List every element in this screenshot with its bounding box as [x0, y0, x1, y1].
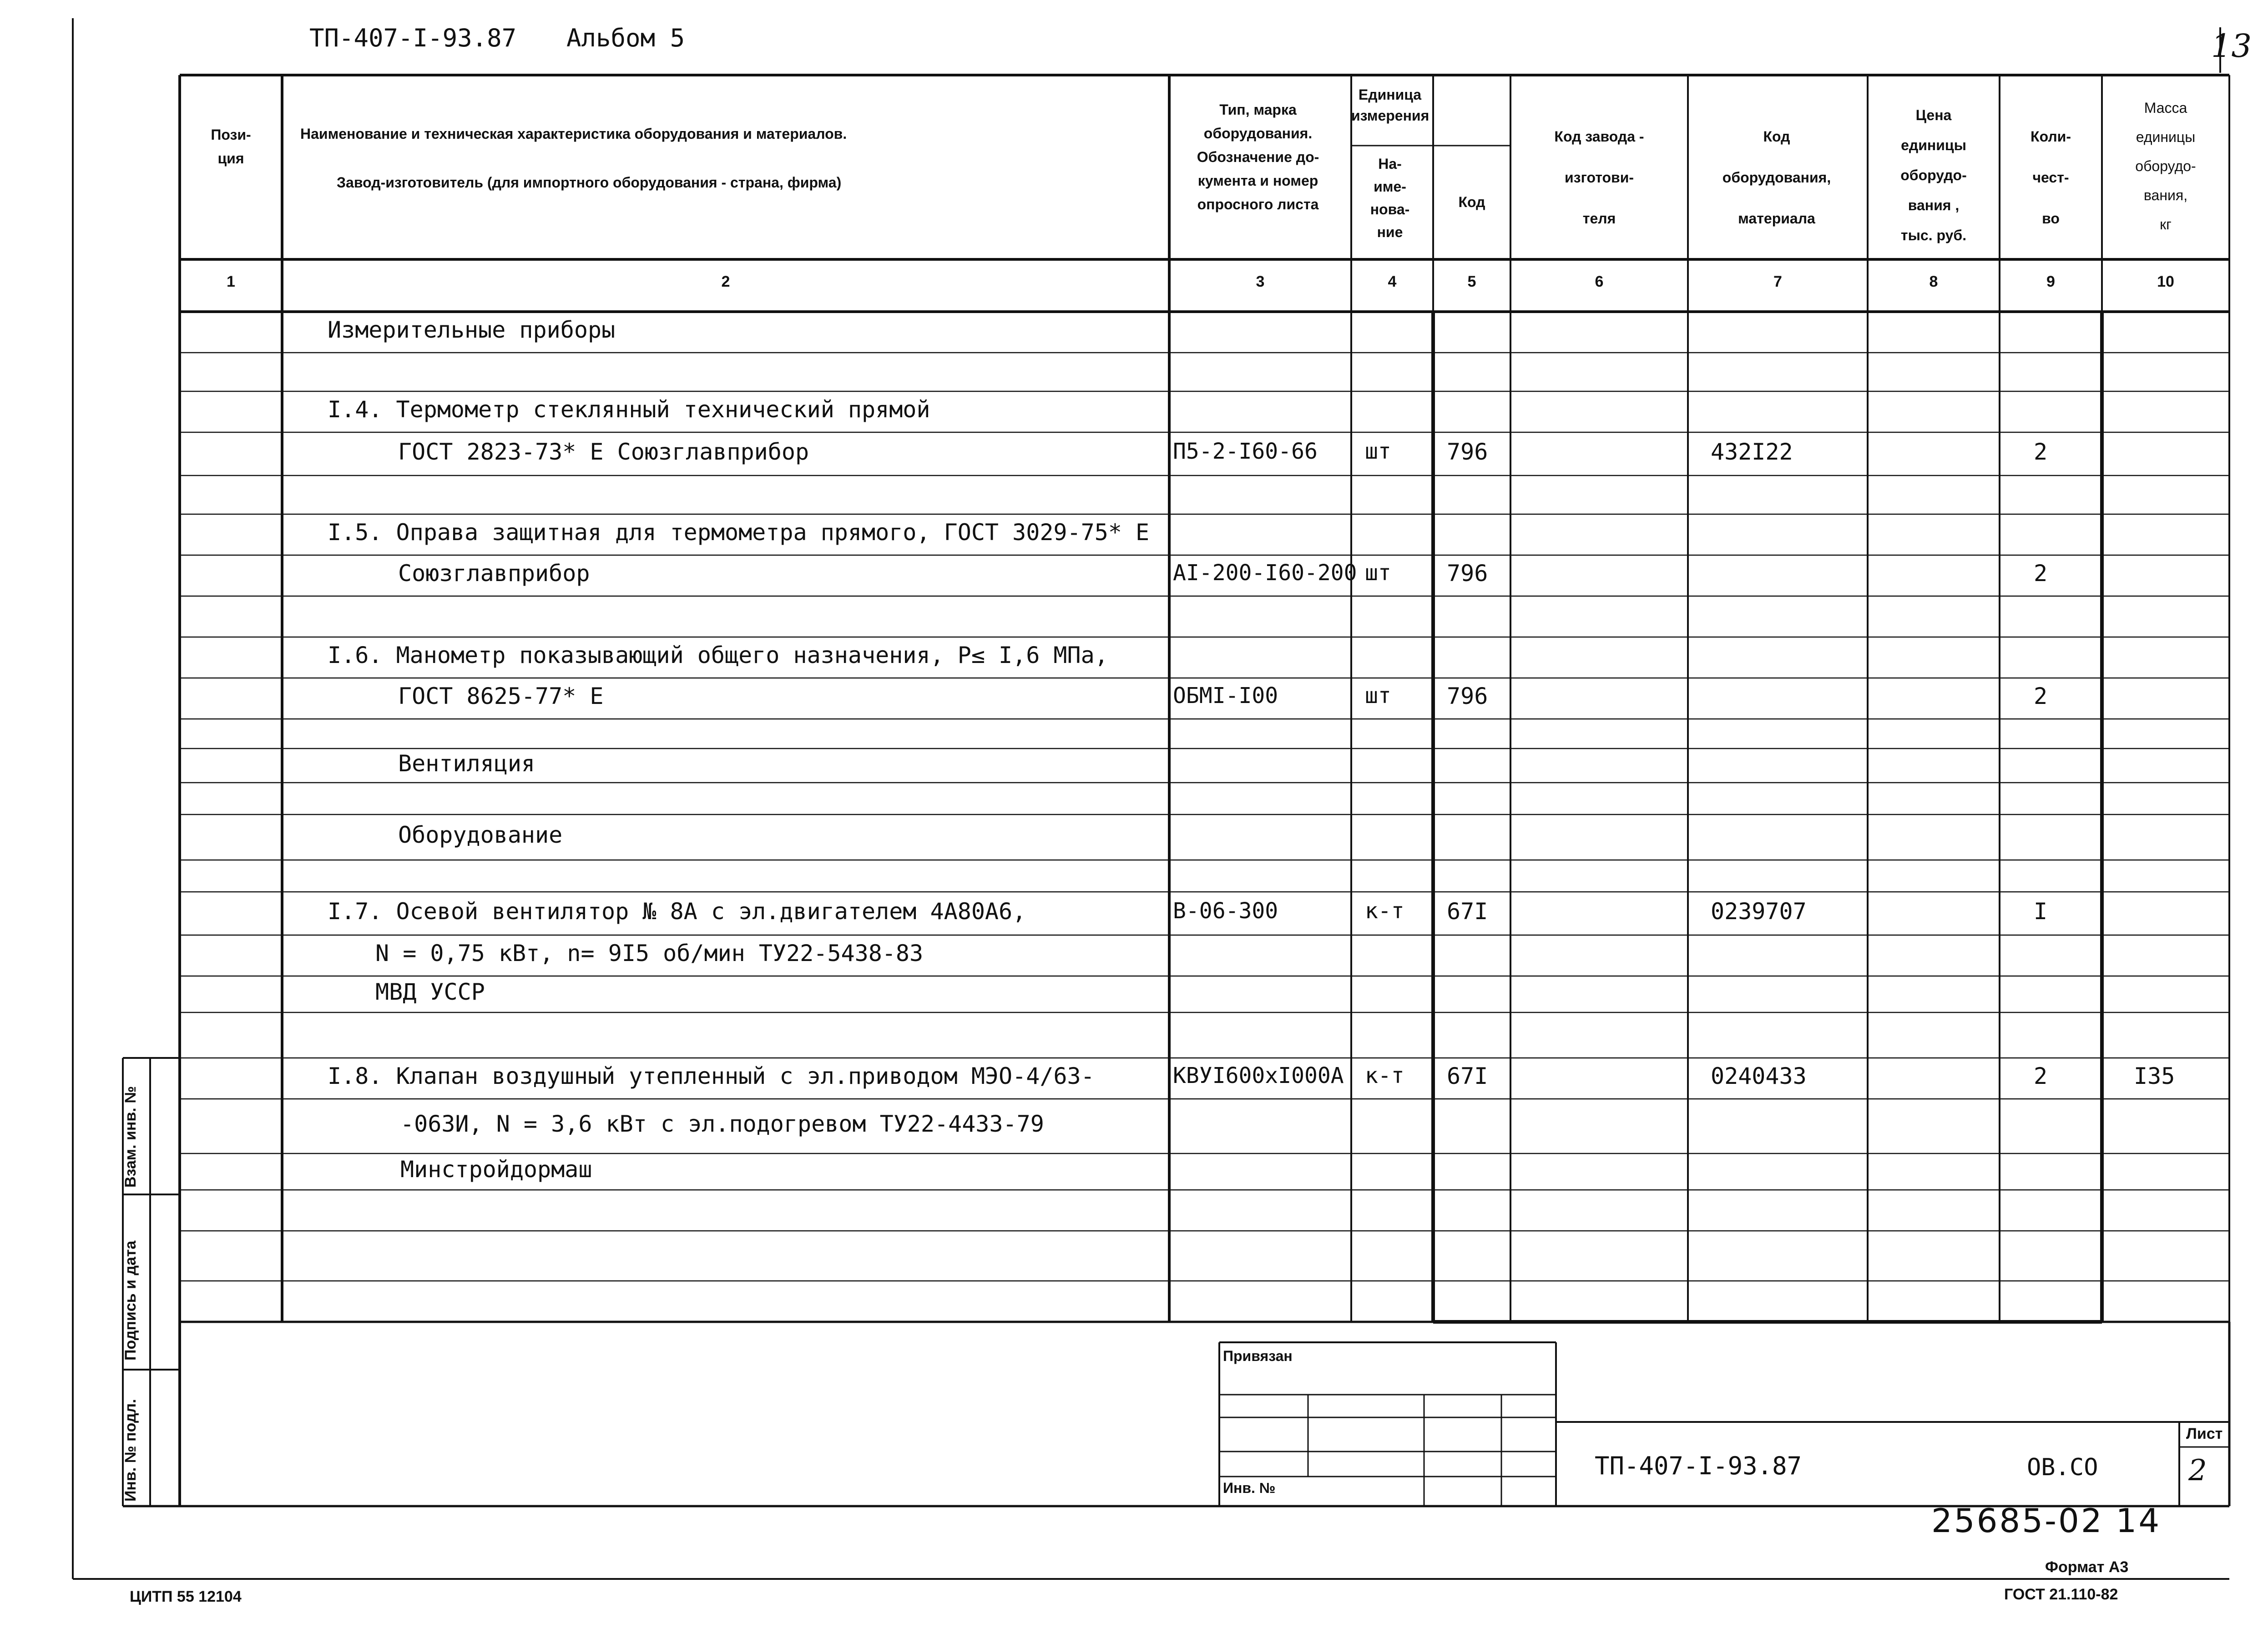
row-name-cell: Союзглавприбор	[398, 560, 590, 587]
row-name-cell: Оборудование	[398, 822, 563, 848]
col-unit-name-header: На- име- нова- ние	[1370, 156, 1410, 240]
row-name-cell: Минстройдормаш	[400, 1156, 592, 1183]
row-type-cell: В-06-300	[1173, 898, 1278, 924]
column-number: 10	[2157, 273, 2174, 290]
col-equipment-code-header: Код оборудования, материала	[1722, 128, 1831, 227]
col-unit-code-header: Код	[1458, 194, 1485, 210]
stamp-sheet-code: ОВ.СО	[2027, 1454, 2098, 1481]
row-unit-code-cell: 796	[1447, 438, 1488, 465]
column-number: 6	[1595, 273, 1604, 290]
column-number: 3	[1256, 273, 1265, 290]
row-name-cell: Измерительные приборы	[328, 317, 616, 343]
row-unit-code-cell: 67I	[1447, 898, 1488, 925]
row-equipment-code-cell: 432I22	[1711, 438, 1793, 465]
row-quantity-cell: 2	[2034, 438, 2048, 465]
col-position-header: Пози- ция	[211, 126, 251, 167]
col-factory-code-header: Код завода - изготови- теля	[1554, 128, 1644, 227]
col-name-header: Наименование и техническая характеристика оборудования и материалов.	[300, 126, 847, 142]
col-quantity-header: Коли- чест- во	[2031, 128, 2071, 227]
stamp-inv-no: Инв. №	[1223, 1480, 1276, 1496]
row-equipment-code-cell: 0239707	[1711, 898, 1807, 925]
side-label-inv-podl: Инв. № подл.	[122, 1399, 139, 1502]
gost-label: ГОСТ 21.110-82	[2004, 1586, 2118, 1603]
row-name-cell: I.6. Манометр показывающий общего назначения, P≤ I,6 МПа,	[328, 642, 1108, 668]
row-type-cell: AI-200-I60-200	[1173, 560, 1357, 586]
row-unit-cell: к-т	[1365, 1063, 1404, 1088]
row-unit-code-cell: 796	[1447, 683, 1488, 709]
row-unit-cell: шт	[1365, 560, 1391, 586]
row-unit-cell: шт	[1365, 438, 1391, 464]
row-name-cell: I.4. Термометр стеклянный технический прямой	[328, 396, 930, 423]
stamp-privyazan: Привязан	[1223, 1348, 1293, 1364]
handwritten-number: 25685-02 14	[1931, 1502, 2162, 1540]
row-unit-code-cell: 796	[1447, 560, 1488, 587]
format-label: Формат А3	[2045, 1558, 2129, 1576]
side-label-vzam: Взам. инв. №	[122, 1086, 139, 1188]
row-name-cell: N = 0,75 кВт, n= 9I5 об/мин ТУ22-5438-83	[375, 940, 924, 966]
col-unit-header: Единица измерения	[1351, 86, 1429, 124]
col-price-header: Цена единицы оборудо- вания , тыс. руб.	[1900, 107, 1967, 243]
row-type-cell: П5-2-I60-66	[1173, 438, 1318, 464]
printer-label: ЦИТП 55 12104	[130, 1588, 242, 1605]
row-name-cell: Вентиляция	[398, 750, 535, 777]
row-quantity-cell: I	[2034, 898, 2048, 925]
row-name-cell: ГОСТ 2823-73* Е Союзглавприбор	[398, 438, 809, 465]
column-number: 9	[2046, 273, 2055, 290]
row-equipment-code-cell: 0240433	[1711, 1063, 1807, 1089]
row-unit-code-cell: 67I	[1447, 1063, 1488, 1089]
row-name-cell: I.7. Осевой вентилятор № 8А с эл.двигателем 4А80А6,	[328, 898, 1026, 925]
row-name-cell: I.5. Оправа защитная для термометра прямого, ГОСТ 3029-75* Е	[328, 519, 1150, 546]
col-mass-header: Масса единицы оборудо- вания, кг	[2135, 100, 2196, 233]
column-number: 1	[227, 273, 235, 290]
stamp-doc-code: ТП-407-I-93.87	[1595, 1452, 1802, 1480]
row-quantity-cell: 2	[2034, 560, 2048, 587]
column-number: 2	[721, 273, 730, 290]
row-name-cell: МВД УССР	[375, 979, 485, 1005]
row-unit-cell: шт	[1365, 683, 1391, 708]
doc-code-header: ТП-407-I-93.87	[309, 24, 517, 52]
column-number: 7	[1773, 273, 1782, 290]
row-type-cell: КВУI600хI000А	[1173, 1063, 1344, 1088]
stamp-sheet-label: Лист	[2186, 1425, 2223, 1442]
row-unit-cell: к-т	[1365, 898, 1404, 924]
album-label: Альбом 5	[566, 24, 685, 52]
column-number: 8	[1929, 273, 1938, 290]
row-type-cell: ОБМI-I00	[1173, 683, 1278, 708]
row-quantity-cell: 2	[2034, 1063, 2048, 1089]
col-manufacturer-header: Завод-изготовитель (для импортного оборудования - страна, фирма)	[337, 174, 842, 191]
row-name-cell: I.8. Клапан воздушный утепленный с эл.приводом МЭО-4/63-	[328, 1063, 1095, 1089]
column-number: 4	[1388, 273, 1397, 290]
side-label-podpis: Подпись и дата	[122, 1240, 139, 1361]
row-quantity-cell: 2	[2034, 683, 2048, 709]
stamp-sheet-number: 2	[2188, 1454, 2207, 1487]
row-mass-cell: I35	[2134, 1063, 2175, 1089]
col-type-header: Тип, марка оборудования. Обозначение до- кумента и номер опросного листа	[1197, 101, 1319, 212]
row-name-cell: ГОСТ 8625-77* Е	[398, 683, 604, 709]
column-number: 5	[1467, 273, 1476, 290]
row-name-cell: -063И, N = 3,6 кВт с эл.подогревом ТУ22-4433-79	[400, 1111, 1044, 1137]
page-mark: 13	[2211, 27, 2252, 65]
